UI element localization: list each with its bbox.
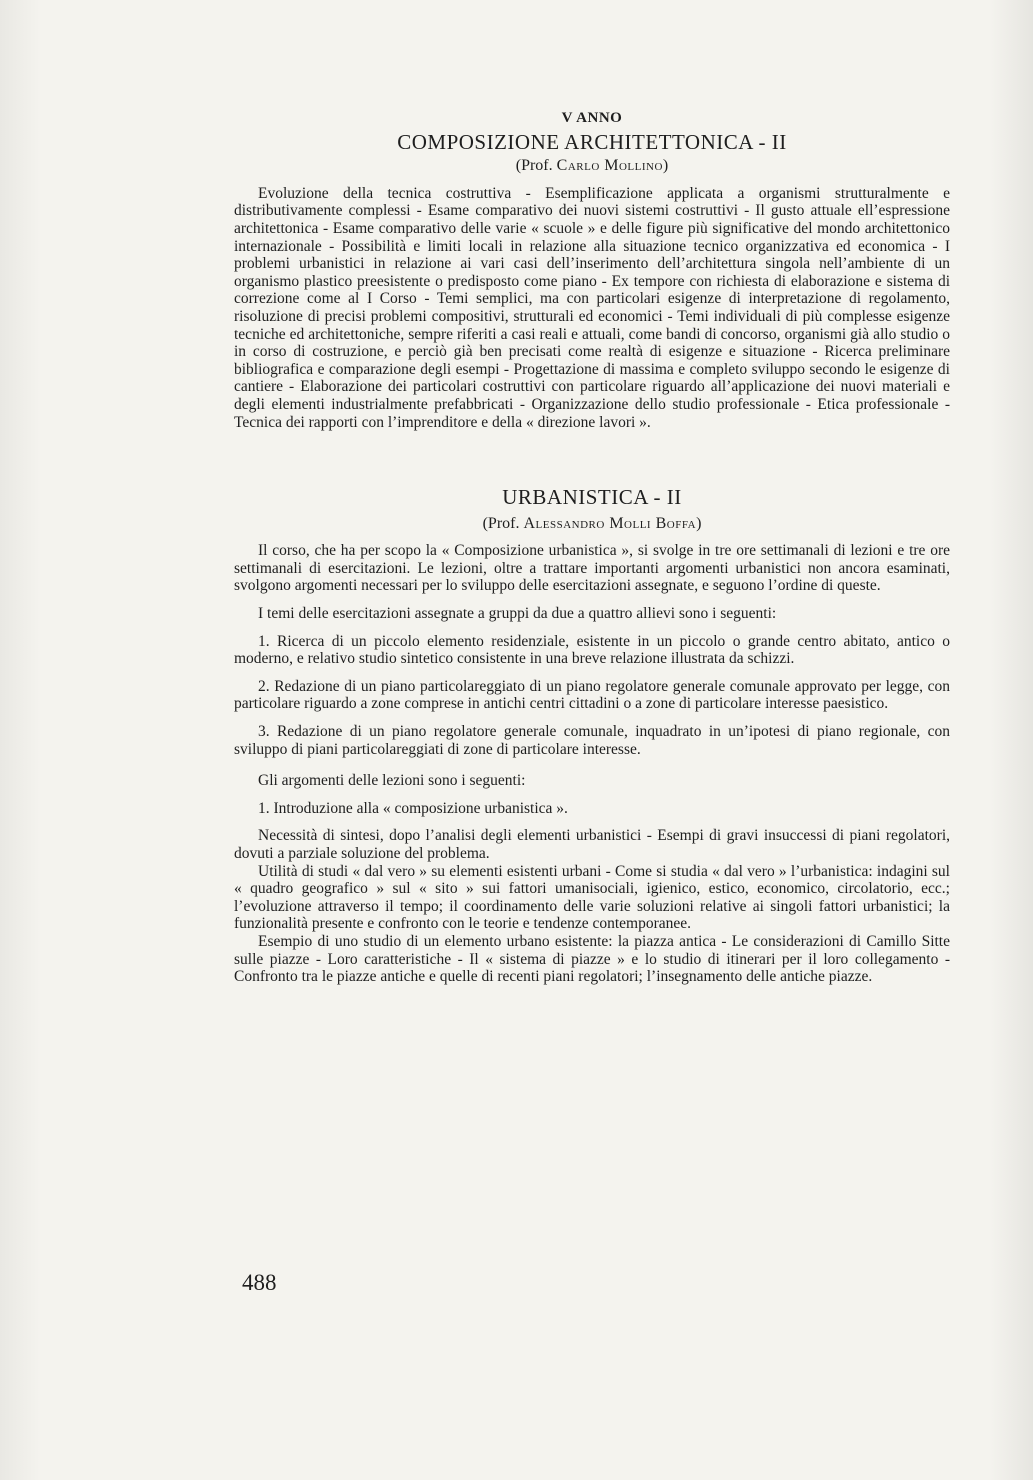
lesson-paragraph: Esempio di uno studio di un elemento urbano esistente: la piazza antica - Le considerazioni di Camillo Sitte sulle piazze - Loro caratteristiche - Il « sistema di piazze » e lo studio di itinerari per il loro collegamento - Confronto tra le piazze antiche e quelle di recenti piani regolatori; l’insegnamento delle antiche piazze. <box>234 932 950 986</box>
professor-line-molli-boffa <box>234 515 950 533</box>
lesson-paragraph: Utilità di studi « dal vero » su elementi esistenti urbani - Come si studia « dal vero » l’urbanistica: indagini sul « quadro geografico » sul « sito » sui fattori umanisociali, igienico, estico, economico, circolatorio, ecc.; l’evoluzione attraverso il tempo; il coordinamento delle varie soluzioni relative ai singoli fattori urbanistici; la funzionalità presente e confronto con le teorie e tendenze contemporanee. <box>234 862 950 933</box>
course-title-composizione: COMPOSIZIONE ARCHITETTONICA - II <box>397 129 787 154</box>
theme-item: 2. Redazione di un piano particolareggiato di un piano regolatore generale comunale approvato per legge, con particolare riguardo a zone comprese in antichi centri cittadini o a zone di particolare interesse paesistico. <box>234 677 950 713</box>
prof-suffix: ) <box>696 514 702 532</box>
professor-name: Alessandro Molli Boffa <box>523 514 697 532</box>
prof-prefix: (Prof. <box>515 157 557 175</box>
prof-prefix: (Prof. <box>482 514 524 532</box>
year-heading: V ANNO <box>561 110 623 126</box>
course-description: Evoluzione della tecnica costruttiva - Esemplificazione applicata a organismi strutturalmente e distributivamente complessi - Esame comparativo dei nuovi sistemi costruttivi - Il gusto attuale ell’espressione architettonica - Esame comparativo delle varie « scuole » e delle figure più significative del mondo architettonico internazionale - Possibilità e limiti locali in relazione alla situazione tecnico organizzativa ed economica - I problemi urbanistici in relazione ai vari casi dell’inserimento dell’architettura singola nell’ambiente di un organismo plastico preesistente o predisposto come piano - Ex tempore con richiesta di elaborazione e sistema di correzione come al I Corso - Temi semplici, ma con particolari esigenze di interpretazione di regolamento, risoluzione di precisi problemi compositivi, strutturali ed economici - Temi individuali di più complesse esigenze tecniche ed architettoniche, sempre riferiti a casi reali e attuali, come bandi di concorso, organismi già allo studio o in corso di costruzione, e perciò già ben precisati come realtà di esigenze e situazione - Ricerca preliminare bibliografica e comparazione degli esempi - Progettazione di massima e completo sviluppo secondo le esigenze di cantiere - Elaborazione dei particolari costruttivi con particolare riguardo all’applicazione dei nuovi materiali e degli elementi industrialmente prefabbricati - Organizzazione dello studio professionale - Etica professionale - Tecnica dei rapporti con l’imprenditore e della « direzione lavori ». <box>234 184 950 431</box>
page-number: 488 <box>242 1270 277 1295</box>
themes-intro: I temi delle esercitazioni assegnate a gruppi da due a quattro allievi sono i seguenti: <box>258 605 777 623</box>
section-spacer <box>234 431 950 489</box>
course-intro: Il corso, che ha per scopo la « Composizione urbanistica », si svolge in tre ore settimanali di lezioni e tre ore settimanali di esercitazioni. Le lezioni, oltre a trattare importanti argomenti urbanistici non ancora esaminati, svolgono argomenti necessari per lo sviluppo delle esercitazioni assegnate, e seguono l’ordine di queste. <box>234 542 950 595</box>
lesson-paragraph: Necessità di sintesi, dopo l’analisi degli elementi urbanistici - Esempi di gravi insuccessi di piani regolatori, dovuti a parziale soluzione del problema. <box>234 827 950 862</box>
page-content <box>234 110 950 986</box>
theme-item: 1. Ricerca di un piccolo elemento residenziale, esistente in un piccolo o grande centro abitato, antico o moderno, e relativo studio sintetico consistente in una breve relazione illustrata da schizzi. <box>234 632 950 668</box>
prof-suffix: ) <box>662 157 669 175</box>
professor-line-mollino <box>234 157 950 175</box>
professor-name: Carlo Mollino <box>556 157 663 175</box>
lessons-intro: Gli argomenti delle lezioni sono i seguenti: <box>258 772 526 790</box>
course-title-urbanistica: URBANISTICA - II <box>502 485 682 510</box>
lesson-title: 1. Introduzione alla « composizione urbanistica ». <box>258 799 568 817</box>
theme-item: 3. Redazione di un piano regolatore generale comunale, inquadrato in un’ipotesi di piano regionale, con sviluppo di piani particolareggiati di zone di particolare interesse. <box>234 723 950 758</box>
